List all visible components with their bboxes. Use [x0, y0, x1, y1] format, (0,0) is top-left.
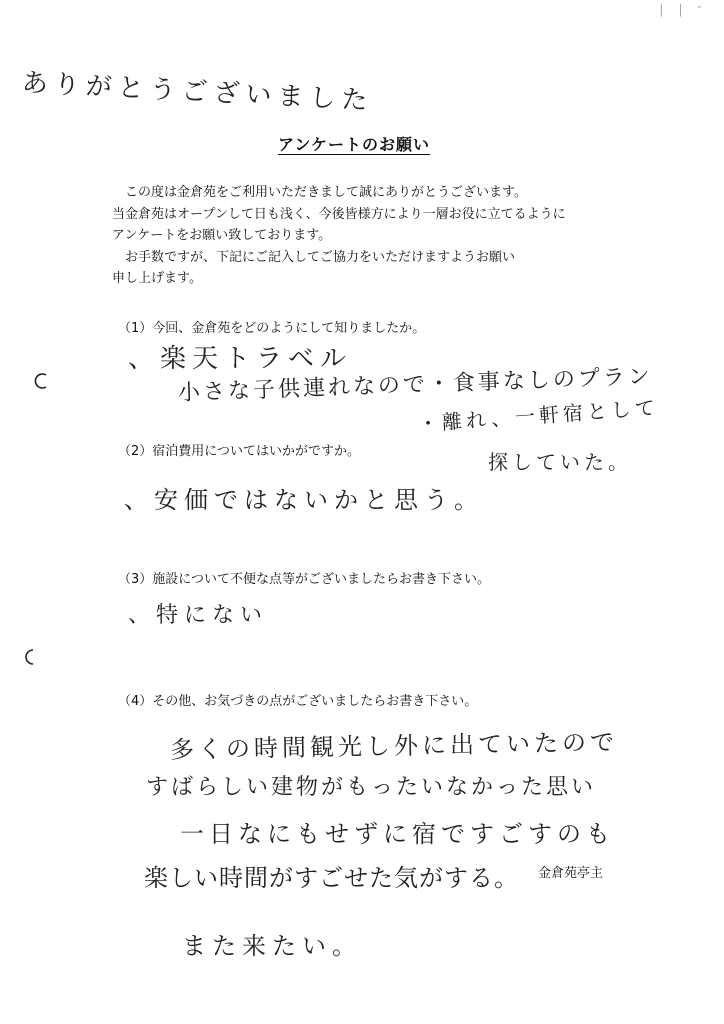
- corner-mark: │ │ ″: [657, 4, 706, 17]
- answer-4-line-2: すばらしい建物がもったいなかった思い: [146, 775, 597, 800]
- punch-hole-mark: [32, 372, 50, 390]
- punch-hole-mark: [20, 648, 38, 666]
- question-1-label: （1）今回、金倉苑をどのようにして知りましたか。: [118, 321, 426, 336]
- handwritten-thanks: ありがとうございました: [21, 68, 375, 117]
- answer-4-line-1: 多くの時間観光し外に出ていたので: [169, 728, 619, 764]
- page-title: アンケートのお願い: [278, 135, 431, 154]
- intro-line-4: お手数ですが、下記にご記入してご協力をいただけますようお願い: [125, 249, 516, 265]
- intro-line-5: 申し上げます。: [112, 271, 202, 286]
- answer-1-line-3: ・離れ、一軒宿として: [417, 395, 660, 436]
- intro-line-1: この度は金倉苑をご利用いただきまして誠にありがとうございます。: [125, 185, 527, 200]
- intro-text: [112, 182, 632, 290]
- intro-line-2: 当金倉苑はオープンして日も浅く、今後皆様方により一層お役に立てるように: [112, 206, 566, 222]
- answer-2-line-1: 、安価ではないかと思う。: [124, 486, 484, 514]
- answer-4-line-5: また来たい。: [182, 932, 362, 960]
- question-3-label: （3）施設について不便な点等がございましたらお書き下さい。: [118, 572, 491, 587]
- answer-4-line-4: 楽しい時間がすごせた気がする。: [144, 864, 519, 892]
- answer-1-line-1: 、楽天トラベル: [128, 344, 353, 374]
- answer-3-line-1: 、特にない: [128, 603, 269, 628]
- answer-1-line-4: 探していた。: [488, 450, 632, 474]
- addressee: 金倉苑亭主: [538, 866, 604, 881]
- answer-4-line-3: 一日なにもせずに宿ですごすのも: [180, 820, 615, 848]
- question-2-label: （2）宿泊費用についてはいかがですか。: [118, 444, 361, 459]
- answer-1-line-2: 小さな子供連れなので・食事なしのプラン: [177, 364, 654, 406]
- intro-line-3: アンケートをお願い致しております。: [112, 228, 332, 243]
- question-4-label: （4）その他、お気づきの点がございましたらお書き下さい。: [118, 694, 478, 709]
